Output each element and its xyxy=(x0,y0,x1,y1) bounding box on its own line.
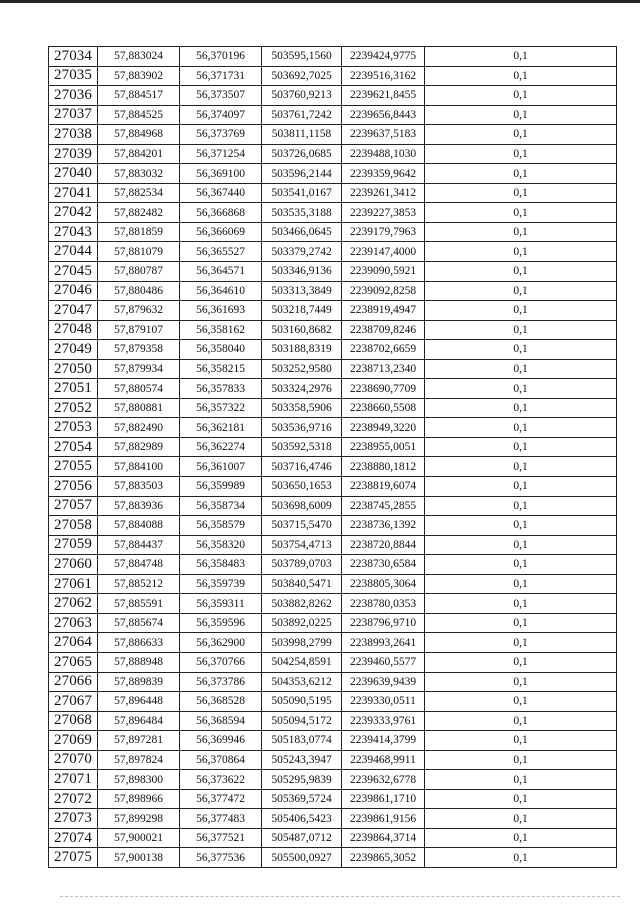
latitude-cell: 57,883024 xyxy=(98,47,180,67)
latitude-cell: 57,884517 xyxy=(98,86,180,106)
y-coordinate-cell: 2239333,9761 xyxy=(342,711,425,731)
latitude-cell: 57,896448 xyxy=(98,692,180,712)
y-coordinate-cell: 2238709,8246 xyxy=(342,320,425,340)
longitude-cell: 56,358483 xyxy=(180,555,262,575)
y-coordinate-cell: 2239639,9439 xyxy=(342,672,425,692)
accuracy-cell: 0,1 xyxy=(425,535,617,555)
point-number-cell: 27059 xyxy=(49,535,98,555)
latitude-cell: 57,883902 xyxy=(98,66,180,86)
x-coordinate-cell: 505243,3947 xyxy=(262,750,342,770)
y-coordinate-cell: 2239330,0511 xyxy=(342,692,425,712)
point-number-cell: 27045 xyxy=(49,262,98,282)
longitude-cell: 56,362181 xyxy=(180,418,262,438)
x-coordinate-cell: 503379,2742 xyxy=(262,242,342,262)
longitude-cell: 56,358162 xyxy=(180,320,262,340)
accuracy-cell: 0,1 xyxy=(425,789,617,809)
point-number-cell: 27055 xyxy=(49,457,98,477)
point-number-cell: 27057 xyxy=(49,496,98,516)
y-coordinate-cell: 2239488,1030 xyxy=(342,144,425,164)
x-coordinate-cell: 503218,7449 xyxy=(262,301,342,321)
y-coordinate-cell: 2239656,8443 xyxy=(342,105,425,125)
point-number-cell: 27038 xyxy=(49,125,98,145)
latitude-cell: 57,879107 xyxy=(98,320,180,340)
y-coordinate-cell: 2239227,3853 xyxy=(342,203,425,223)
accuracy-cell: 0,1 xyxy=(425,105,617,125)
x-coordinate-cell: 503160,8682 xyxy=(262,320,342,340)
table-row xyxy=(49,770,617,790)
point-number-cell: 27035 xyxy=(49,66,98,86)
x-coordinate-cell: 505487,0712 xyxy=(262,828,342,848)
table-row xyxy=(49,144,617,164)
y-coordinate-cell: 2239861,1710 xyxy=(342,789,425,809)
y-coordinate-cell: 2239621,8455 xyxy=(342,86,425,106)
longitude-cell: 56,364610 xyxy=(180,281,262,301)
longitude-cell: 56,368528 xyxy=(180,692,262,712)
longitude-cell: 56,377536 xyxy=(180,848,262,868)
latitude-cell: 57,900138 xyxy=(98,848,180,868)
table-row xyxy=(49,183,617,203)
y-coordinate-cell: 2239261,3412 xyxy=(342,183,425,203)
longitude-cell: 56,369100 xyxy=(180,164,262,184)
table-row xyxy=(49,672,617,692)
point-number-cell: 27034 xyxy=(49,47,98,67)
accuracy-cell: 0,1 xyxy=(425,86,617,106)
table-row xyxy=(49,301,617,321)
longitude-cell: 56,371731 xyxy=(180,66,262,86)
table-row xyxy=(49,320,617,340)
y-coordinate-cell: 2239861,9156 xyxy=(342,809,425,829)
x-coordinate-cell: 503754,4713 xyxy=(262,535,342,555)
point-number-cell: 27061 xyxy=(49,574,98,594)
latitude-cell: 57,889839 xyxy=(98,672,180,692)
table-row xyxy=(49,828,617,848)
table-row xyxy=(49,711,617,731)
accuracy-cell: 0,1 xyxy=(425,437,617,457)
coordinate-table-page xyxy=(48,46,617,868)
latitude-cell: 57,884100 xyxy=(98,457,180,477)
point-number-cell: 27050 xyxy=(49,359,98,379)
latitude-cell: 57,879632 xyxy=(98,301,180,321)
accuracy-cell: 0,1 xyxy=(425,281,617,301)
latitude-cell: 57,885674 xyxy=(98,613,180,633)
point-number-cell: 27037 xyxy=(49,105,98,125)
table-row xyxy=(49,125,617,145)
longitude-cell: 56,358040 xyxy=(180,340,262,360)
table-row xyxy=(49,437,617,457)
longitude-cell: 56,373786 xyxy=(180,672,262,692)
accuracy-cell: 0,1 xyxy=(425,731,617,751)
point-number-cell: 27058 xyxy=(49,516,98,536)
latitude-cell: 57,885591 xyxy=(98,594,180,614)
point-number-cell: 27062 xyxy=(49,594,98,614)
latitude-cell: 57,898300 xyxy=(98,770,180,790)
y-coordinate-cell: 2239359,9642 xyxy=(342,164,425,184)
longitude-cell: 56,358579 xyxy=(180,516,262,536)
accuracy-cell: 0,1 xyxy=(425,222,617,242)
accuracy-cell: 0,1 xyxy=(425,457,617,477)
x-coordinate-cell: 503650,1653 xyxy=(262,477,342,497)
accuracy-cell: 0,1 xyxy=(425,652,617,672)
accuracy-cell: 0,1 xyxy=(425,516,617,536)
table-row xyxy=(49,340,617,360)
table-row xyxy=(49,203,617,223)
x-coordinate-cell: 503592,5318 xyxy=(262,437,342,457)
y-coordinate-cell: 2239460,5577 xyxy=(342,652,425,672)
table-row xyxy=(49,164,617,184)
table-row xyxy=(49,262,617,282)
x-coordinate-cell: 505369,5724 xyxy=(262,789,342,809)
table-row xyxy=(49,809,617,829)
accuracy-cell: 0,1 xyxy=(425,692,617,712)
y-coordinate-cell: 2239414,3799 xyxy=(342,731,425,751)
longitude-cell: 56,365527 xyxy=(180,242,262,262)
longitude-cell: 56,377521 xyxy=(180,828,262,848)
y-coordinate-cell: 2239090,5921 xyxy=(342,262,425,282)
point-number-cell: 27072 xyxy=(49,789,98,809)
table-row xyxy=(49,457,617,477)
point-number-cell: 27069 xyxy=(49,731,98,751)
accuracy-cell: 0,1 xyxy=(425,340,617,360)
table-row xyxy=(49,750,617,770)
latitude-cell: 57,897281 xyxy=(98,731,180,751)
point-number-cell: 27041 xyxy=(49,183,98,203)
x-coordinate-cell: 503252,9580 xyxy=(262,359,342,379)
y-coordinate-cell: 2239632,6778 xyxy=(342,770,425,790)
x-coordinate-cell: 503535,3188 xyxy=(262,203,342,223)
point-number-cell: 27046 xyxy=(49,281,98,301)
point-number-cell: 27039 xyxy=(49,144,98,164)
longitude-cell: 56,373769 xyxy=(180,125,262,145)
table-row xyxy=(49,652,617,672)
point-number-cell: 27047 xyxy=(49,301,98,321)
table-row xyxy=(49,613,617,633)
accuracy-cell: 0,1 xyxy=(425,262,617,282)
point-number-cell: 27051 xyxy=(49,379,98,399)
latitude-cell: 57,883936 xyxy=(98,496,180,516)
longitude-cell: 56,358320 xyxy=(180,535,262,555)
accuracy-cell: 0,1 xyxy=(425,770,617,790)
y-coordinate-cell: 2238796,9710 xyxy=(342,613,425,633)
x-coordinate-cell: 503761,7242 xyxy=(262,105,342,125)
table-row xyxy=(49,47,617,67)
table-row xyxy=(49,281,617,301)
scan-top-edge xyxy=(0,0,640,3)
x-coordinate-cell: 503324,2976 xyxy=(262,379,342,399)
y-coordinate-cell: 2238780,0353 xyxy=(342,594,425,614)
table-row xyxy=(49,516,617,536)
table-row xyxy=(49,86,617,106)
accuracy-cell: 0,1 xyxy=(425,379,617,399)
y-coordinate-cell: 2239092,8258 xyxy=(342,281,425,301)
accuracy-cell: 0,1 xyxy=(425,750,617,770)
x-coordinate-cell: 503692,7025 xyxy=(262,66,342,86)
longitude-cell: 56,359739 xyxy=(180,574,262,594)
table-row xyxy=(49,594,617,614)
table-row xyxy=(49,105,617,125)
x-coordinate-cell: 503466,0645 xyxy=(262,222,342,242)
x-coordinate-cell: 503188,8319 xyxy=(262,340,342,360)
longitude-cell: 56,377483 xyxy=(180,809,262,829)
x-coordinate-cell: 503716,4746 xyxy=(262,457,342,477)
longitude-cell: 56,357833 xyxy=(180,379,262,399)
table-row xyxy=(49,789,617,809)
y-coordinate-cell: 2239864,3714 xyxy=(342,828,425,848)
x-coordinate-cell: 503811,1158 xyxy=(262,125,342,145)
accuracy-cell: 0,1 xyxy=(425,828,617,848)
x-coordinate-cell: 505295,9839 xyxy=(262,770,342,790)
latitude-cell: 57,884748 xyxy=(98,555,180,575)
table-row xyxy=(49,242,617,262)
table-row xyxy=(49,692,617,712)
latitude-cell: 57,882989 xyxy=(98,437,180,457)
table-row xyxy=(49,398,617,418)
accuracy-cell: 0,1 xyxy=(425,555,617,575)
point-number-cell: 27070 xyxy=(49,750,98,770)
y-coordinate-cell: 2239865,3052 xyxy=(342,848,425,868)
point-number-cell: 27063 xyxy=(49,613,98,633)
table-row xyxy=(49,359,617,379)
table-row xyxy=(49,574,617,594)
x-coordinate-cell: 505094,5172 xyxy=(262,711,342,731)
y-coordinate-cell: 2239468,9911 xyxy=(342,750,425,770)
longitude-cell: 56,373507 xyxy=(180,86,262,106)
point-number-cell: 27044 xyxy=(49,242,98,262)
x-coordinate-cell: 503760,9213 xyxy=(262,86,342,106)
accuracy-cell: 0,1 xyxy=(425,66,617,86)
x-coordinate-cell: 503536,9716 xyxy=(262,418,342,438)
table-row xyxy=(49,477,617,497)
y-coordinate-cell: 2239637,5183 xyxy=(342,125,425,145)
longitude-cell: 56,369946 xyxy=(180,731,262,751)
longitude-cell: 56,359989 xyxy=(180,477,262,497)
latitude-cell: 57,880787 xyxy=(98,262,180,282)
x-coordinate-cell: 503313,3849 xyxy=(262,281,342,301)
x-coordinate-cell: 503892,0225 xyxy=(262,613,342,633)
accuracy-cell: 0,1 xyxy=(425,203,617,223)
longitude-cell: 56,361693 xyxy=(180,301,262,321)
table-row xyxy=(49,731,617,751)
latitude-cell: 57,900021 xyxy=(98,828,180,848)
y-coordinate-cell: 2239147,4000 xyxy=(342,242,425,262)
point-number-cell: 27040 xyxy=(49,164,98,184)
coordinate-table-body xyxy=(49,47,617,868)
x-coordinate-cell: 503998,2799 xyxy=(262,633,342,653)
x-coordinate-cell: 503789,0703 xyxy=(262,555,342,575)
longitude-cell: 56,371254 xyxy=(180,144,262,164)
longitude-cell: 56,358734 xyxy=(180,496,262,516)
accuracy-cell: 0,1 xyxy=(425,418,617,438)
longitude-cell: 56,357322 xyxy=(180,398,262,418)
point-number-cell: 27052 xyxy=(49,398,98,418)
y-coordinate-cell: 2238713,2340 xyxy=(342,359,425,379)
point-number-cell: 27042 xyxy=(49,203,98,223)
accuracy-cell: 0,1 xyxy=(425,301,617,321)
x-coordinate-cell: 503882,8262 xyxy=(262,594,342,614)
table-row xyxy=(49,379,617,399)
point-number-cell: 27071 xyxy=(49,770,98,790)
x-coordinate-cell: 503698,6009 xyxy=(262,496,342,516)
accuracy-cell: 0,1 xyxy=(425,359,617,379)
accuracy-cell: 0,1 xyxy=(425,242,617,262)
table-row xyxy=(49,555,617,575)
point-number-cell: 27073 xyxy=(49,809,98,829)
longitude-cell: 56,359311 xyxy=(180,594,262,614)
point-number-cell: 27048 xyxy=(49,320,98,340)
table-row xyxy=(49,535,617,555)
latitude-cell: 57,883503 xyxy=(98,477,180,497)
longitude-cell: 56,358215 xyxy=(180,359,262,379)
latitude-cell: 57,885212 xyxy=(98,574,180,594)
latitude-cell: 57,880574 xyxy=(98,379,180,399)
accuracy-cell: 0,1 xyxy=(425,711,617,731)
point-number-cell: 27068 xyxy=(49,711,98,731)
longitude-cell: 56,367440 xyxy=(180,183,262,203)
x-coordinate-cell: 505500,0927 xyxy=(262,848,342,868)
accuracy-cell: 0,1 xyxy=(425,613,617,633)
latitude-cell: 57,899298 xyxy=(98,809,180,829)
latitude-cell: 57,879934 xyxy=(98,359,180,379)
accuracy-cell: 0,1 xyxy=(425,144,617,164)
x-coordinate-cell: 504353,6212 xyxy=(262,672,342,692)
x-coordinate-cell: 503541,0167 xyxy=(262,183,342,203)
latitude-cell: 57,880486 xyxy=(98,281,180,301)
y-coordinate-cell: 2238955,0051 xyxy=(342,437,425,457)
point-number-cell: 27036 xyxy=(49,86,98,106)
longitude-cell: 56,364571 xyxy=(180,262,262,282)
longitude-cell: 56,366868 xyxy=(180,203,262,223)
accuracy-cell: 0,1 xyxy=(425,574,617,594)
latitude-cell: 57,882534 xyxy=(98,183,180,203)
x-coordinate-cell: 503358,5906 xyxy=(262,398,342,418)
longitude-cell: 56,359596 xyxy=(180,613,262,633)
longitude-cell: 56,362900 xyxy=(180,633,262,653)
latitude-cell: 57,884525 xyxy=(98,105,180,125)
scan-bottom-edge xyxy=(60,896,620,901)
point-number-cell: 27067 xyxy=(49,692,98,712)
point-number-cell: 27053 xyxy=(49,418,98,438)
y-coordinate-cell: 2239179,7963 xyxy=(342,222,425,242)
longitude-cell: 56,370766 xyxy=(180,652,262,672)
latitude-cell: 57,884968 xyxy=(98,125,180,145)
accuracy-cell: 0,1 xyxy=(425,809,617,829)
table-row xyxy=(49,848,617,868)
longitude-cell: 56,377472 xyxy=(180,789,262,809)
table-row xyxy=(49,418,617,438)
accuracy-cell: 0,1 xyxy=(425,183,617,203)
longitude-cell: 56,370864 xyxy=(180,750,262,770)
y-coordinate-cell: 2238949,3220 xyxy=(342,418,425,438)
accuracy-cell: 0,1 xyxy=(425,496,617,516)
y-coordinate-cell: 2238819,6074 xyxy=(342,477,425,497)
longitude-cell: 56,362274 xyxy=(180,437,262,457)
latitude-cell: 57,882490 xyxy=(98,418,180,438)
y-coordinate-cell: 2238919,4947 xyxy=(342,301,425,321)
table-row xyxy=(49,66,617,86)
x-coordinate-cell: 505406,5423 xyxy=(262,809,342,829)
longitude-cell: 56,361007 xyxy=(180,457,262,477)
y-coordinate-cell: 2238993,2641 xyxy=(342,633,425,653)
point-number-cell: 27065 xyxy=(49,652,98,672)
x-coordinate-cell: 505183,0774 xyxy=(262,731,342,751)
point-number-cell: 27064 xyxy=(49,633,98,653)
latitude-cell: 57,896484 xyxy=(98,711,180,731)
accuracy-cell: 0,1 xyxy=(425,594,617,614)
accuracy-cell: 0,1 xyxy=(425,125,617,145)
latitude-cell: 57,881079 xyxy=(98,242,180,262)
y-coordinate-cell: 2238805,3064 xyxy=(342,574,425,594)
x-coordinate-cell: 503840,5471 xyxy=(262,574,342,594)
accuracy-cell: 0,1 xyxy=(425,477,617,497)
y-coordinate-cell: 2238745,2855 xyxy=(342,496,425,516)
longitude-cell: 56,374097 xyxy=(180,105,262,125)
point-number-cell: 27066 xyxy=(49,672,98,692)
x-coordinate-cell: 503715,5470 xyxy=(262,516,342,536)
coordinate-table xyxy=(48,46,617,868)
latitude-cell: 57,886633 xyxy=(98,633,180,653)
y-coordinate-cell: 2239516,3162 xyxy=(342,66,425,86)
x-coordinate-cell: 503726,0685 xyxy=(262,144,342,164)
point-number-cell: 27043 xyxy=(49,222,98,242)
y-coordinate-cell: 2238730,6584 xyxy=(342,555,425,575)
y-coordinate-cell: 2238880,1812 xyxy=(342,457,425,477)
table-row xyxy=(49,633,617,653)
latitude-cell: 57,897824 xyxy=(98,750,180,770)
point-number-cell: 27049 xyxy=(49,340,98,360)
longitude-cell: 56,368594 xyxy=(180,711,262,731)
accuracy-cell: 0,1 xyxy=(425,320,617,340)
table-row xyxy=(49,496,617,516)
point-number-cell: 27056 xyxy=(49,477,98,497)
latitude-cell: 57,884437 xyxy=(98,535,180,555)
accuracy-cell: 0,1 xyxy=(425,633,617,653)
latitude-cell: 57,879358 xyxy=(98,340,180,360)
longitude-cell: 56,366069 xyxy=(180,222,262,242)
y-coordinate-cell: 2238690,7709 xyxy=(342,379,425,399)
y-coordinate-cell: 2238736,1392 xyxy=(342,516,425,536)
latitude-cell: 57,881859 xyxy=(98,222,180,242)
latitude-cell: 57,882482 xyxy=(98,203,180,223)
latitude-cell: 57,888948 xyxy=(98,652,180,672)
y-coordinate-cell: 2238660,5508 xyxy=(342,398,425,418)
accuracy-cell: 0,1 xyxy=(425,164,617,184)
x-coordinate-cell: 504254,8591 xyxy=(262,652,342,672)
latitude-cell: 57,880881 xyxy=(98,398,180,418)
point-number-cell: 27075 xyxy=(49,848,98,868)
x-coordinate-cell: 503346,9136 xyxy=(262,262,342,282)
table-row xyxy=(49,222,617,242)
y-coordinate-cell: 2238702,6659 xyxy=(342,340,425,360)
point-number-cell: 27054 xyxy=(49,437,98,457)
point-number-cell: 27074 xyxy=(49,828,98,848)
longitude-cell: 56,373622 xyxy=(180,770,262,790)
accuracy-cell: 0,1 xyxy=(425,47,617,67)
accuracy-cell: 0,1 xyxy=(425,398,617,418)
latitude-cell: 57,884201 xyxy=(98,144,180,164)
longitude-cell: 56,370196 xyxy=(180,47,262,67)
x-coordinate-cell: 503595,1560 xyxy=(262,47,342,67)
latitude-cell: 57,898966 xyxy=(98,789,180,809)
accuracy-cell: 0,1 xyxy=(425,672,617,692)
accuracy-cell: 0,1 xyxy=(425,848,617,868)
y-coordinate-cell: 2239424,9775 xyxy=(342,47,425,67)
x-coordinate-cell: 503596,2144 xyxy=(262,164,342,184)
y-coordinate-cell: 2238720,8844 xyxy=(342,535,425,555)
latitude-cell: 57,883032 xyxy=(98,164,180,184)
point-number-cell: 27060 xyxy=(49,555,98,575)
latitude-cell: 57,884088 xyxy=(98,516,180,536)
x-coordinate-cell: 505090,5195 xyxy=(262,692,342,712)
